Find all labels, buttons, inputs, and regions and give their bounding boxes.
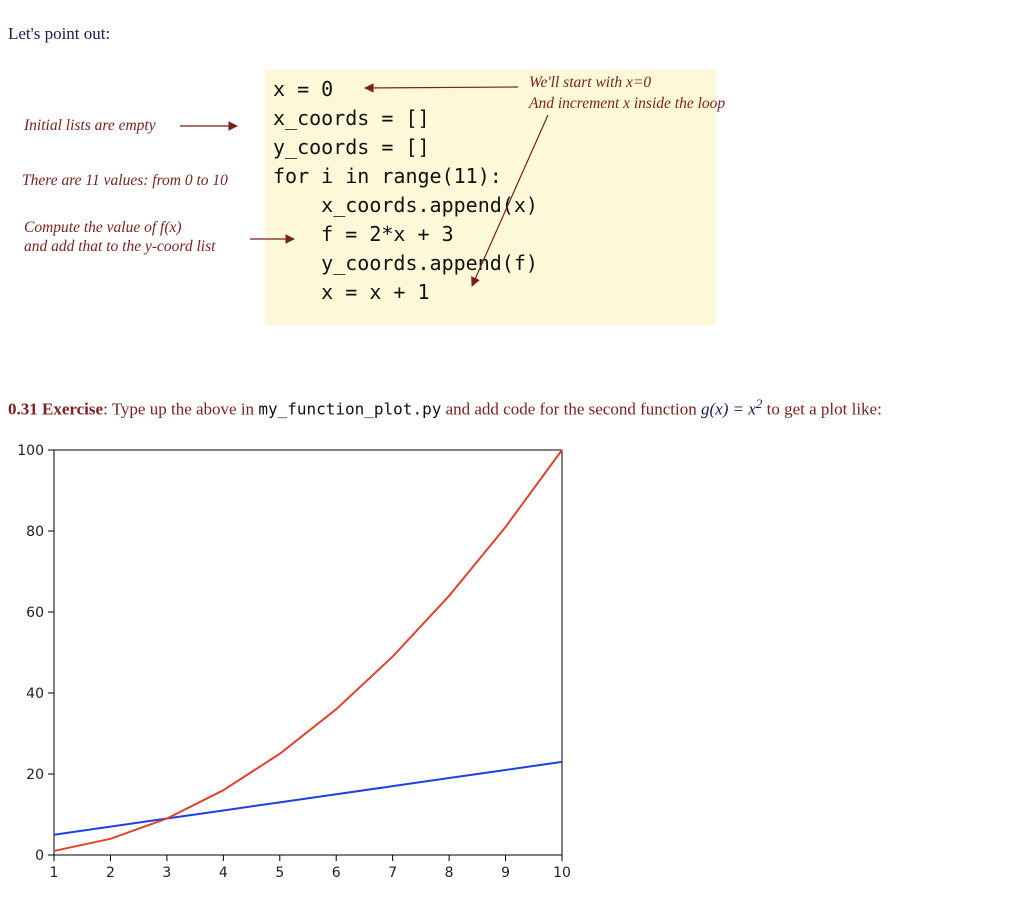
exercise-number: 0.31 Exercise (8, 399, 104, 419)
exercise-math-exponent: 2 (755, 396, 763, 411)
y-tick-label: 0 (35, 848, 44, 864)
y-tick-label: 60 (26, 605, 44, 621)
arrow-to-x-init (365, 87, 518, 88)
annotation-start: We'll start with x=0 (529, 74, 652, 91)
x-tick-label: 6 (331, 865, 341, 881)
annotation-compute: Compute the value of f(x) (24, 219, 182, 236)
exercise-math: g(x) = x (700, 399, 756, 419)
exercise-text (8, 396, 882, 420)
x-tick-label: 3 (162, 865, 172, 881)
code-line: x = 0 (273, 77, 334, 101)
arrow-to-increment (472, 115, 548, 286)
plot-frame (54, 450, 562, 855)
function-plot (0, 438, 600, 898)
y-tick-label: 40 (26, 686, 44, 702)
x-tick-label: 9 (501, 865, 511, 881)
code-line: x = x + 1 (273, 280, 430, 304)
x-tick-label: 7 (388, 865, 398, 881)
x-tick-label: 10 (553, 865, 571, 881)
annotation-eleven-values: There are 11 values: from 0 to 10 (22, 172, 228, 189)
x-tick-label: 1 (49, 865, 59, 881)
code-line: for i in range(11): (273, 164, 502, 188)
x-tick-label: 4 (218, 865, 228, 881)
exercise-text-c: to get a plot like: (762, 399, 882, 419)
code-line: y_coords.append(f) (273, 251, 538, 275)
annotation-increment: And increment x inside the loop (529, 95, 726, 112)
y-tick-label: 20 (26, 767, 44, 783)
intro-text: Let's point out: (8, 24, 111, 43)
exercise-text-b: and add code for the second function (441, 399, 701, 419)
code-line: y_coords = [] (273, 135, 430, 159)
code-line: x_coords = [] (273, 106, 430, 130)
exercise-filename: my_function_plot.py (258, 399, 442, 419)
code-line: f = 2*x + 3 (273, 222, 454, 246)
code-line: x_coords.append(x) (273, 193, 538, 217)
y-tick-label: 80 (26, 524, 44, 540)
annotation-add-to-list: and add that to the y-coord list (24, 238, 216, 255)
x-tick-label: 8 (444, 865, 454, 881)
annotation-arrows (0, 0, 1034, 330)
x-tick-label: 2 (105, 865, 115, 881)
y-tick-label: 100 (17, 443, 44, 459)
x-tick-label: 5 (275, 865, 285, 881)
annotation-empty-lists: Initial lists are empty (24, 117, 156, 134)
exercise-text-a: : Type up the above in (103, 399, 259, 419)
